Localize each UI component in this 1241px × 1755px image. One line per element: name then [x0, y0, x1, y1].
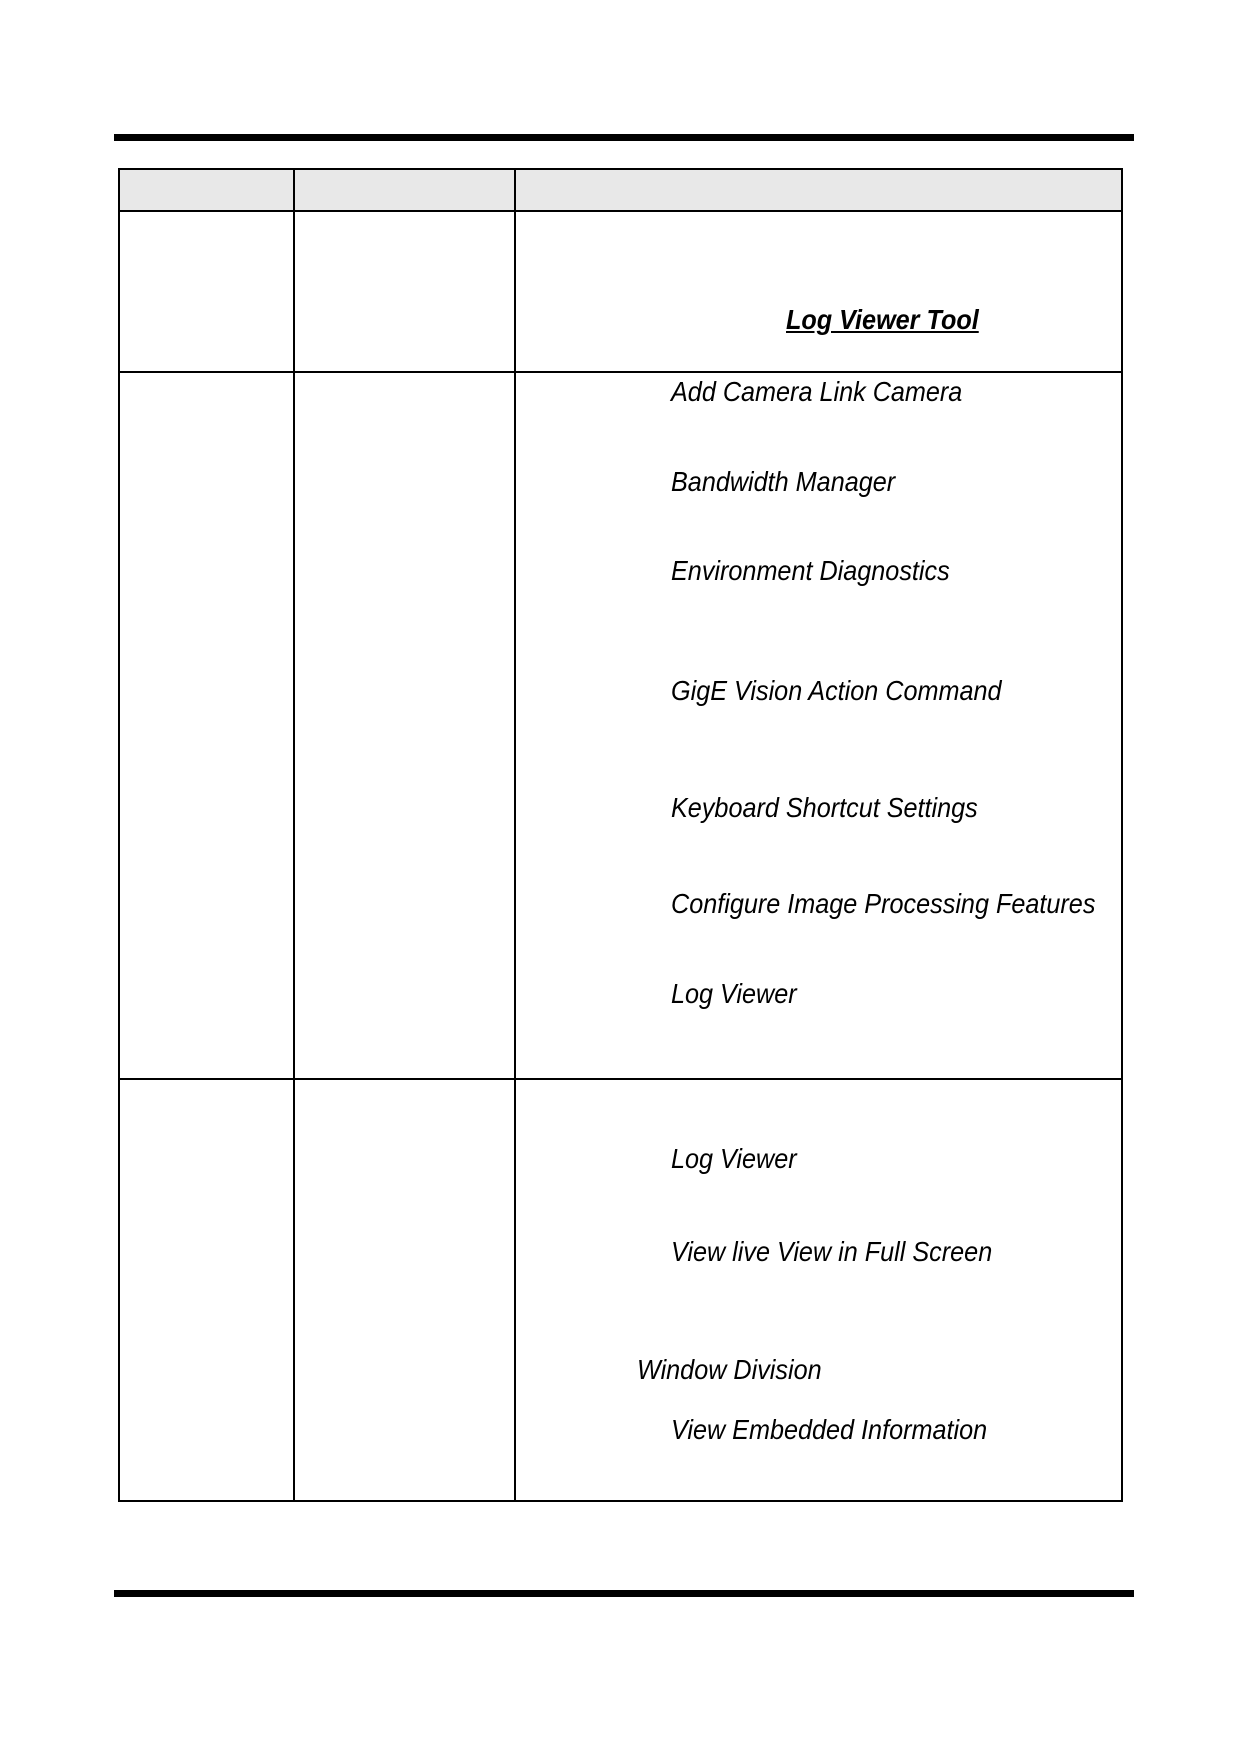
ref-window-division: Window Division — [637, 1354, 822, 1385]
header-cell-1 — [120, 170, 293, 210]
top-rule-divider — [114, 134, 1134, 141]
tools-reference-table — [118, 168, 1123, 1502]
row-divider-1 — [120, 371, 1121, 373]
ref-add-camera-link-camera: Add Camera Link Camera — [671, 376, 963, 407]
header-cell-3 — [516, 170, 1121, 210]
column-divider-2 — [514, 170, 516, 1500]
row-divider-2 — [120, 1078, 1121, 1080]
header-cell-2 — [295, 170, 514, 210]
ref-log-viewer: Log Viewer — [671, 978, 797, 1009]
log-viewer-tool-link[interactable]: Log Viewer Tool — [786, 304, 979, 335]
ref-gige-vision-action-command: GigE Vision Action Command — [671, 675, 1002, 706]
ref-environment-diagnostics: Environment Diagnostics — [671, 555, 950, 586]
bottom-rule-divider — [114, 1590, 1134, 1597]
ref-view-live-view-in-full-screen: View live View in Full Screen — [671, 1236, 993, 1267]
ref-keyboard-shortcut-settings: Keyboard Shortcut Settings — [671, 792, 978, 823]
ref-log-viewer-2: Log Viewer — [671, 1143, 797, 1174]
ref-configure-image-processing-features: Configure Image Processing Features — [671, 888, 1096, 919]
table-header-row — [120, 170, 1121, 212]
ref-view-embedded-information: View Embedded Information — [671, 1414, 988, 1445]
column-divider-1 — [293, 170, 295, 1500]
ref-bandwidth-manager: Bandwidth Manager — [671, 466, 896, 497]
